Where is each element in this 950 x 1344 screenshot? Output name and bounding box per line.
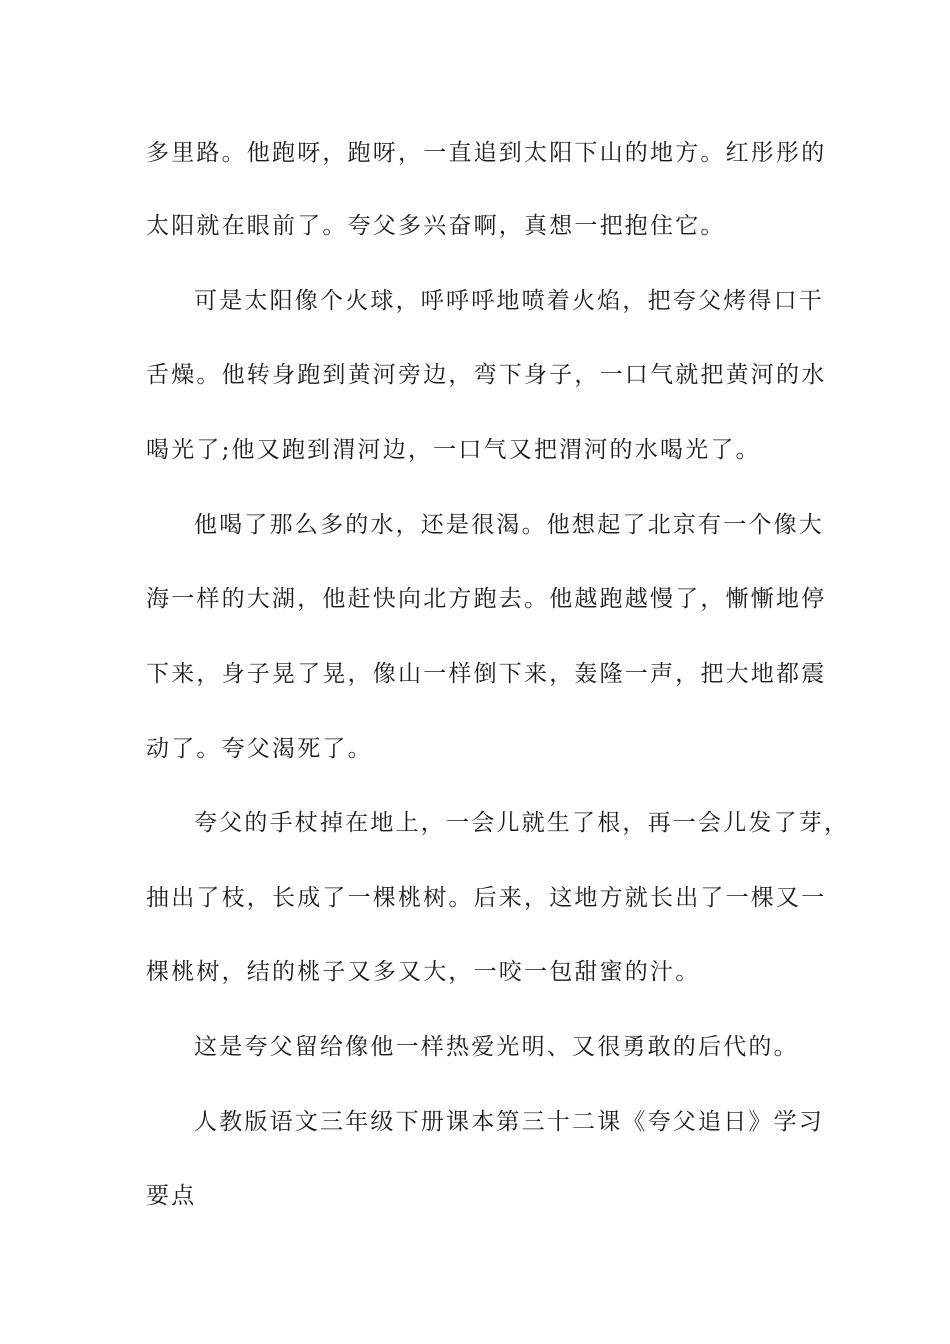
- section-heading-line: 人教版语文三年级下册课本第三十二课《夸父追日》学习: [194, 1109, 824, 1135]
- text-line: 下来，身子晃了晃，像山一样倒下来，轰隆一声，把大地都震: [146, 661, 827, 687]
- text-line: 太阳就在眼前了。夸父多兴奋啊，真想一把抱住它。: [146, 213, 726, 239]
- paragraph-start-line: 夸父的手杖掉在地上，一会儿就生了根，再一会儿发了芽，: [194, 810, 850, 836]
- text-line: 动了。夸父渴死了。: [146, 736, 373, 762]
- paragraph-start-line: 这是夸父留给像他一样热爱光明、又很勇敢的后代的。: [194, 1034, 799, 1060]
- paragraph-start-line: 可是太阳像个火球，呼呼呼地喷着火焰，把夸父烤得口干: [194, 288, 824, 314]
- text-line: 喝光了;他又跑到渭河边，一口气又把渭河的水喝光了。: [146, 437, 761, 463]
- text-line: 海一样的大湖，他赶快向北方跑去。他越跑越慢了，慚慚地停: [146, 586, 827, 612]
- paragraph-start-line: 他喝了那么多的水，还是很渴。他想起了北京有一个像大: [194, 512, 824, 538]
- text-line: 多里路。他跑呀，跑呀，一直追到太阳下山的地方。红彤彤的: [146, 140, 827, 166]
- section-heading-line: 要点: [146, 1183, 197, 1209]
- text-line: 舌燥。他转身跑到黄河旁边，弯下身子，一口气就把黄河的水: [146, 362, 827, 388]
- text-line: 抽出了枝，长成了一棵桃树。后来，这地方就长出了一棵又一: [146, 885, 827, 911]
- text-line: 棵桃树，结的桃子又多又大，一咬一包甜蜜的汁。: [146, 959, 701, 985]
